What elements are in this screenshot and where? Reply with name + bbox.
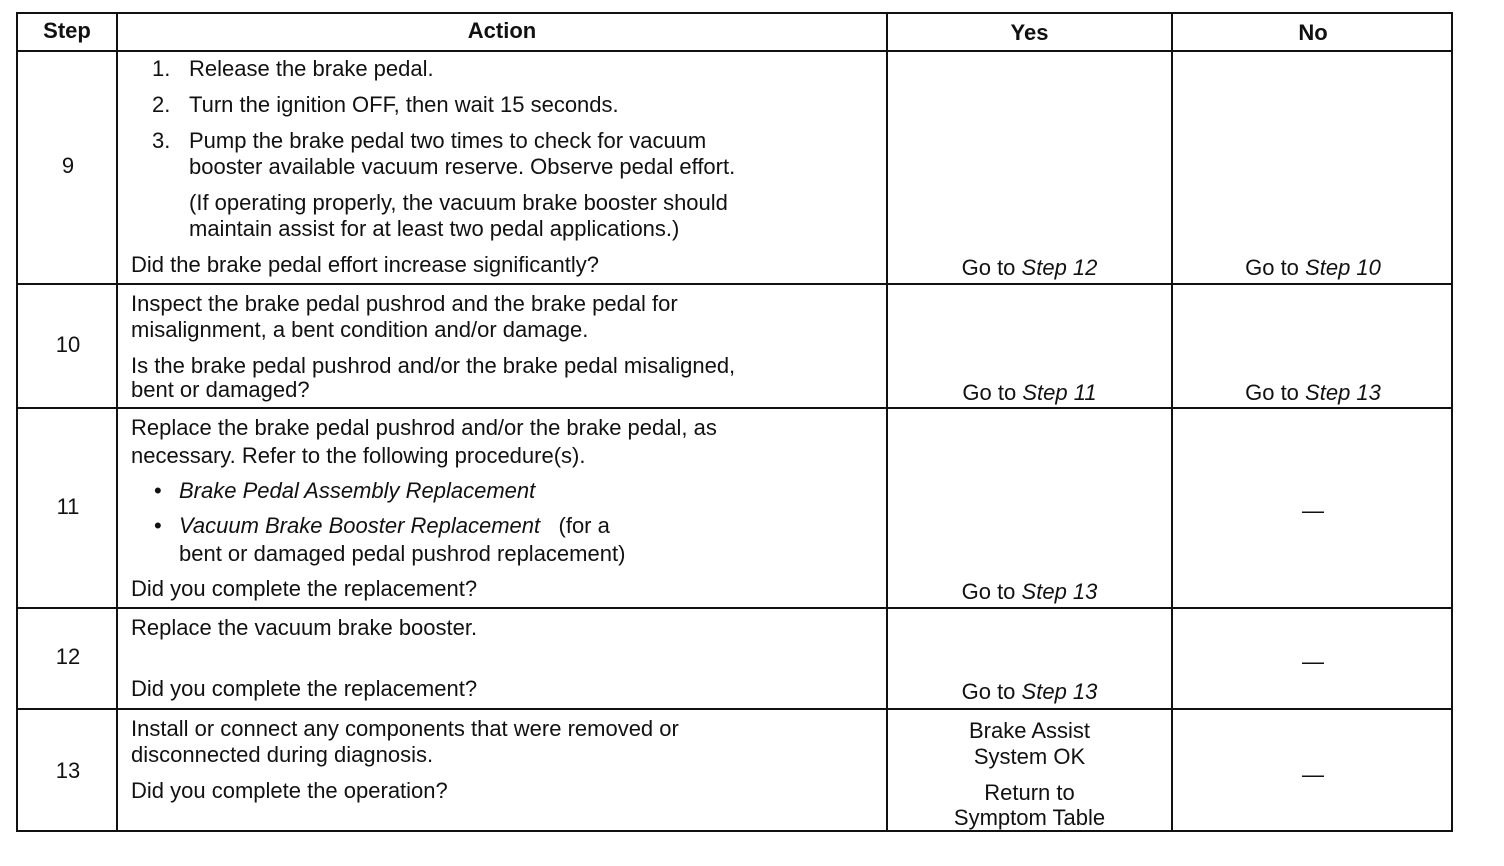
list-number: 3. [152,128,171,153]
header-no: No [1298,20,1328,45]
procedure-reference: Brake Pedal Assembly Replacement [179,478,536,503]
no-result: — [1302,498,1324,523]
action-text: Inspect the brake pedal pushrod and the brake pedal for [131,291,678,316]
diagnostic-table [16,12,1453,832]
header-action: Action [467,18,537,43]
row-divider [18,708,1451,710]
yes-result-line: System OK [973,744,1086,769]
action-question: Did you complete the replacement? [131,576,478,601]
no-result: Go to Step 13 [1245,380,1381,405]
step-number: 9 [61,153,75,178]
action-step-text: booster available vacuum reserve. Observe pedal effort. [189,154,736,179]
header-step: Step [43,18,91,43]
action-text: Install or connect any components that were removed or [131,716,679,741]
yes-result: Go to Step 13 [961,579,1098,604]
no-result: — [1302,762,1324,787]
step-number: 10 [55,332,81,357]
action-text: Replace the brake pedal pushrod and/or the brake pedal, as [131,415,717,440]
action-note: (If operating properly, the vacuum brake booster should [189,190,728,215]
action-question: Did the brake pedal effort increase significantly? [131,252,599,277]
step-number: 12 [55,644,81,669]
action-question: bent or damaged? [131,377,310,402]
yes-result-line: Return to [984,780,1075,805]
no-result: Go to Step 10 [1245,255,1381,280]
action-text: disconnected during diagnosis. [131,742,434,767]
action-question: Did you complete the operation? [131,778,448,803]
header-yes: Yes [1010,20,1049,45]
yes-result: Go to Step 13 [961,679,1098,704]
bullet-icon: • [154,478,162,503]
yes-result-line: Symptom Table [953,805,1106,830]
action-question: Did you complete the replacement? [131,676,478,701]
step-number: 13 [55,758,81,783]
action-step-text: Pump the brake pedal two times to check for vacuum [189,128,707,153]
row-divider [18,607,1451,609]
yes-result: Go to Step 12 [961,255,1098,280]
action-text: misalignment, a bent condition and/or damage. [131,317,589,342]
list-number: 2. [152,92,171,117]
list-number: 1. [152,56,171,81]
action-text: Replace the vacuum brake booster. [131,615,478,640]
action-step-text: Turn the ignition OFF, then wait 15 seconds. [189,92,619,117]
step-number: 11 [56,494,80,519]
row-divider [18,283,1451,285]
yes-result-line: Brake Assist [968,718,1091,743]
action-note: maintain assist for at least two pedal applications.) [189,216,680,241]
action-step-text: Release the brake pedal. [189,56,434,81]
procedure-note: bent or damaged pedal pushrod replacement) [179,541,626,566]
action-question: Is the brake pedal pushrod and/or the brake pedal misaligned, [131,353,736,378]
procedure-reference: Vacuum Brake Booster Replacement (for a [179,513,610,538]
header-divider [18,50,1451,52]
no-result: — [1302,649,1324,674]
action-text: necessary. Refer to the following procedure(s). [131,443,586,468]
yes-result: Go to Step 11 [962,380,1097,405]
bullet-icon: • [154,513,162,538]
row-divider [18,407,1451,409]
